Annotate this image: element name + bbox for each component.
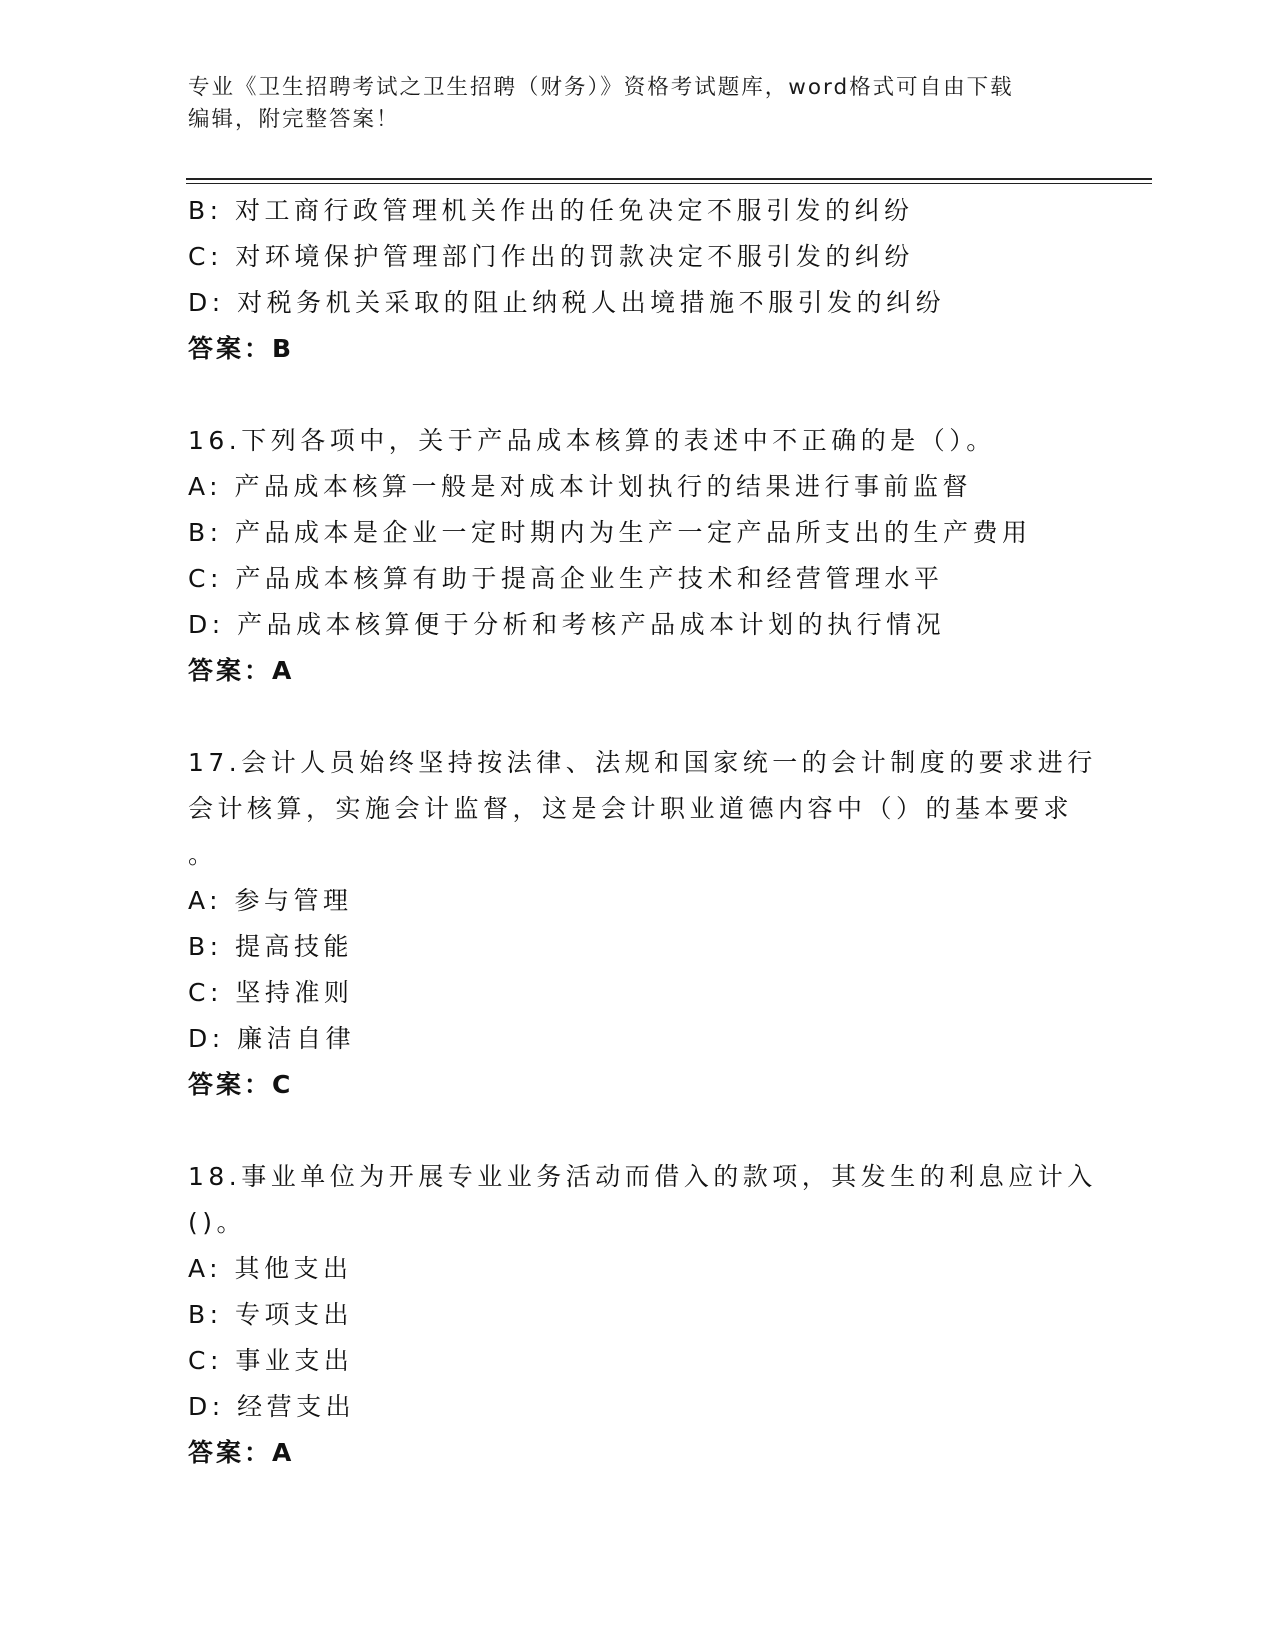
question-text: 17.会计人员始终坚持按法律、法规和国家统一的会计制度的要求进行 [188, 748, 1097, 777]
option-d: D: 对税务机关采取的阻止纳税人出境措施不服引发的纠纷 [188, 288, 946, 317]
option-b: B: 产品成本是企业一定时期内为生产一定产品所支出的生产费用 [188, 518, 1032, 547]
option-c: C: 坚持准则 [188, 978, 354, 1007]
header-line-2: 编辑，附完整答案！ [188, 107, 400, 132]
answer: 答案：C [188, 1070, 294, 1099]
question-text: 。 [188, 840, 218, 869]
question-block-prev [188, 188, 1088, 372]
option-c: C: 对环境保护管理部门作出的罚款决定不服引发的纠纷 [188, 242, 914, 271]
spacer [188, 372, 1088, 418]
header-line-1: 专业《卫生招聘考试之卫生招聘（财务）》资格考试题库，word格式可自由下载 [188, 75, 1014, 100]
option-d: D: 经营支出 [188, 1392, 356, 1421]
option-a: A: 其他支出 [188, 1254, 353, 1283]
answer: 答案：A [188, 1438, 295, 1467]
question-text: ()。 [188, 1208, 247, 1237]
answer: 答案：A [188, 656, 295, 685]
question-block-18 [188, 1154, 1097, 1476]
option-b: B: 专项支出 [188, 1300, 354, 1329]
header-divider-thin [186, 183, 1152, 184]
option-a: A: 产品成本核算一般是对成本计划执行的结果进行事前监督 [188, 472, 973, 501]
option-b: B: 提高技能 [188, 932, 354, 961]
option-a: A: 参与管理 [188, 886, 353, 915]
document-header [188, 72, 1088, 136]
spacer [188, 694, 1088, 740]
question-text: 16.下列各项中，关于产品成本核算的表述中不正确的是（）。 [188, 426, 996, 455]
question-block-16 [188, 418, 1088, 694]
question-text: 18.事业单位为开展专业业务活动而借入的款项，其发生的利息应计入 [188, 1162, 1097, 1191]
option-c: C: 事业支出 [188, 1346, 354, 1375]
question-block-17 [188, 740, 1097, 1108]
header-divider [186, 178, 1152, 180]
option-d: D: 廉洁自律 [188, 1024, 356, 1053]
question-text: 会计核算，实施会计监督，这是会计职业道德内容中（）的基本要求 [188, 794, 1074, 823]
option-d: D: 产品成本核算便于分析和考核产品成本计划的执行情况 [188, 610, 946, 639]
option-c: C: 产品成本核算有助于提高企业生产技术和经营管理水平 [188, 564, 944, 593]
question-list [188, 188, 1097, 1476]
answer: 答案：B [188, 334, 295, 363]
spacer [188, 1108, 1088, 1154]
option-b: B: 对工商行政管理机关作出的任免决定不服引发的纠纷 [188, 196, 914, 225]
